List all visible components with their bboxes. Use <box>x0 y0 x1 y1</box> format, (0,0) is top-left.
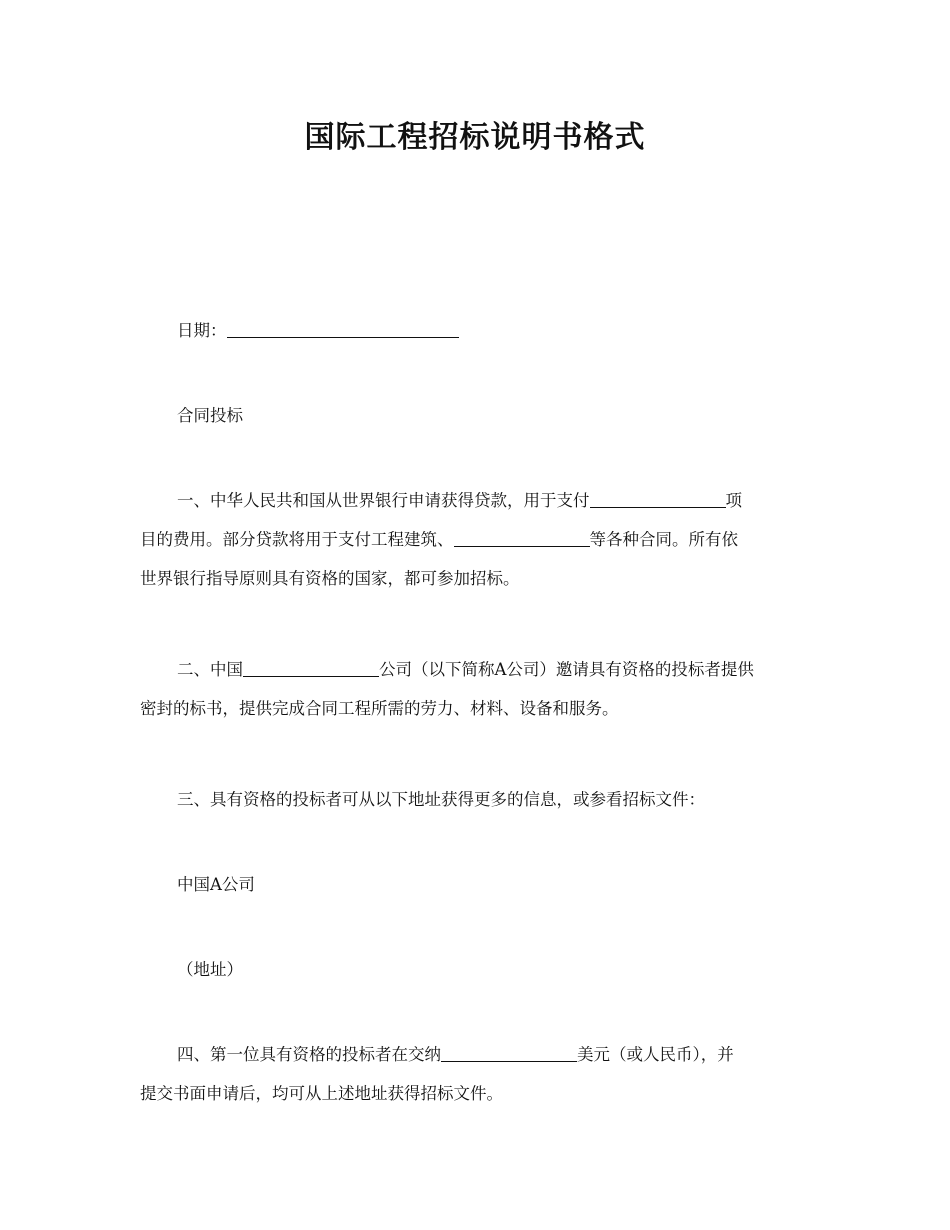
para4-text-2: 提交书面申请后，均可从上述地址获得招标文件。 <box>140 1084 503 1103</box>
paragraph-2 <box>140 650 812 728</box>
para1-text-1a: 一、中华人民共和国从世界银行申请获得贷款，用于支付 <box>177 491 590 510</box>
date-label: 日期： <box>177 321 227 340</box>
para4-text-1a: 四、第一位具有资格的投标者在交纳 <box>177 1045 441 1064</box>
document-title: 国际工程招标说明书格式 <box>304 120 646 155</box>
para2-text-1b: 公司（以下简称A公司）邀请具有资格的投标者提供 <box>379 660 754 679</box>
section-heading: 合同投标 <box>177 406 243 425</box>
para1-text-2b: 等各种合同。所有依 <box>589 530 738 549</box>
para4-text-1b: 美元（或人民币），并 <box>577 1045 734 1064</box>
paragraph-3: 三、具有资格的投标者可从以下地址获得更多的信息，或参看招标文件： <box>177 790 705 809</box>
fee-amount-blank[interactable] <box>441 1043 577 1062</box>
para1-text-2a: 目的费用。部分贷款将用于支付工程建筑、 <box>140 530 454 549</box>
date-blank[interactable] <box>227 319 459 338</box>
paragraph-1 <box>140 481 812 598</box>
company-address: （地址） <box>177 960 243 979</box>
para2-text-1a: 二、中国 <box>177 660 243 679</box>
company-name: 中国A公司 <box>177 875 255 894</box>
project-name-blank[interactable] <box>590 489 726 508</box>
para1-text-3: 世界银行指导原则具有资格的国家，都可参加招标。 <box>140 569 520 588</box>
para2-text-2: 密封的标书，提供完成合同工程所需的劳力、材料、设备和服务。 <box>140 699 619 718</box>
company-name-blank[interactable] <box>243 658 379 677</box>
para1-text-1b: 项 <box>725 491 742 510</box>
paragraph-4 <box>140 1035 812 1113</box>
contract-type-blank[interactable] <box>454 528 590 547</box>
date-line <box>140 311 849 350</box>
